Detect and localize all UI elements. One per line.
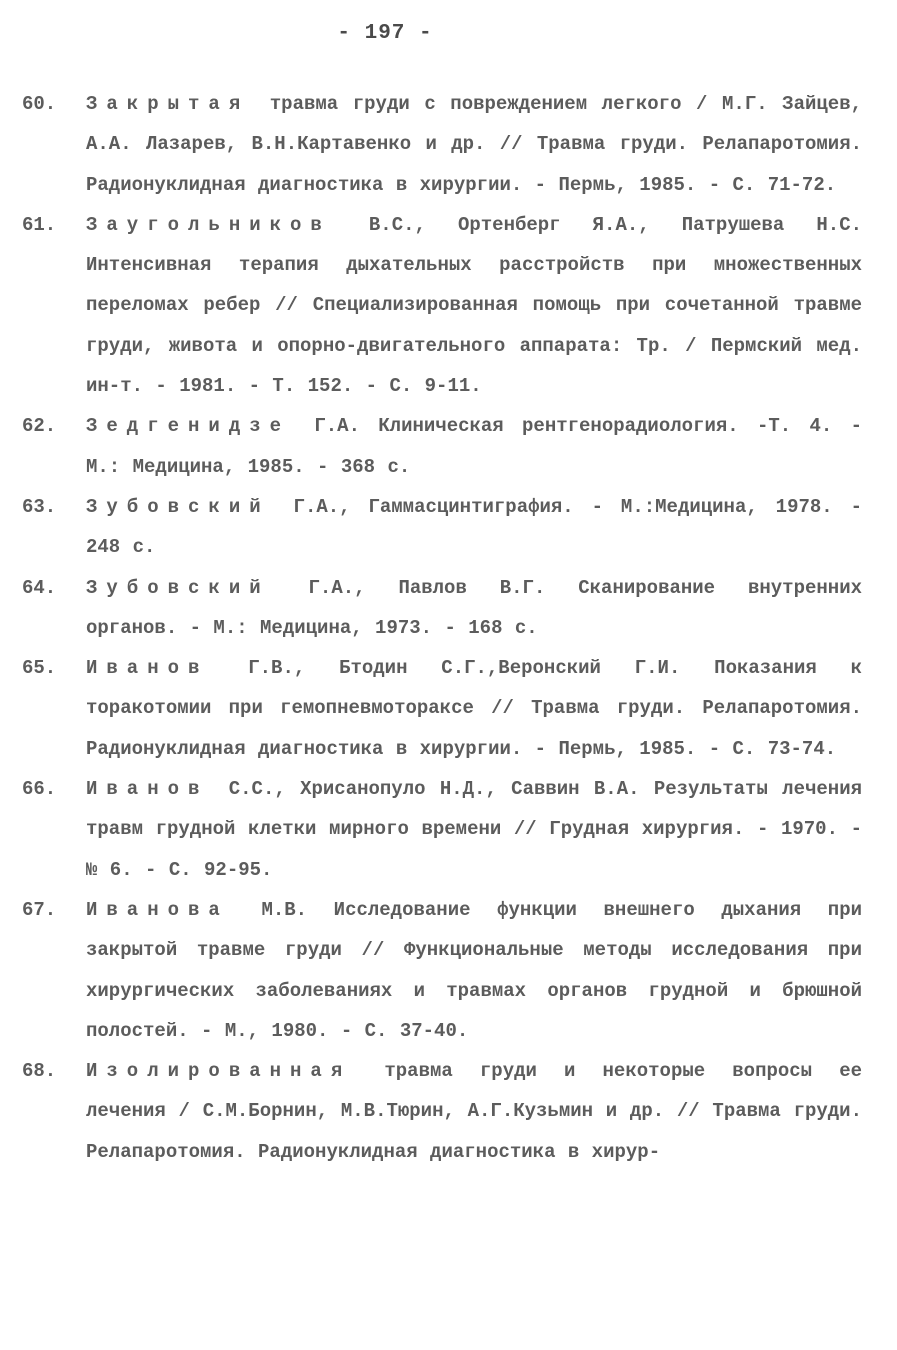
- entry-text: Г.А., Гаммасцинтиграфия. - М.:Медицина, 1978. - 248 с.: [86, 495, 862, 559]
- bibliography-entry: [22, 1051, 862, 1172]
- entry-number: 67.: [22, 898, 57, 921]
- bibliography-entry: [22, 648, 862, 769]
- entry-lead: Иванов: [86, 778, 209, 801]
- entry-text: Г.В., Бтодин С.Г.,Веронский Г.И. Показания к торакотомии при гемопневмотораксе // Травма груди. Релапаротомия. Радионуклидная диагностика в хирургии. - Пермь, 1985. - С. 73-74.: [86, 657, 863, 760]
- bibliography-entry: [22, 487, 862, 568]
- entry-number: 63.: [22, 495, 57, 518]
- entry-number: 65.: [22, 657, 57, 680]
- entry-lead: Изолированная: [86, 1060, 352, 1083]
- bibliography-entry: [22, 84, 862, 205]
- entry-number: 60.: [22, 93, 57, 115]
- entry-lead: Иванов: [86, 657, 209, 680]
- bibliography-entry: [22, 890, 862, 1051]
- entry-text: Г.А. Клиническая рентгенорадиология. -Т. 4. - М.: Медицина, 1985. - 368 с.: [86, 415, 863, 478]
- entry-number: 62.: [22, 415, 57, 438]
- bibliography-entry: [22, 406, 862, 487]
- entry-lead: Закрытая: [86, 93, 250, 115]
- entry-text: С.С., Хрисанопуло Н.Д., Саввин В.А. Результаты лечения травм грудной клетки мирного времени // Грудная хирургия. - 1970. - № 6. - С. 92-95.: [86, 778, 862, 881]
- page-number: - 197 -: [337, 22, 433, 45]
- entry-lead: Зедгенидзе: [86, 415, 291, 438]
- entry-lead: Заугольников: [86, 213, 331, 236]
- bibliography-entry: [22, 205, 862, 406]
- entry-text: М.В. Исследование функции внешнего дыхания при закрытой травме груди // Функциональные методы исследования при хирургических заболеваниях и травмах органов грудной и брюшной полостей. - М., 1980. - С. 37-40.: [86, 898, 862, 1042]
- entry-lead: Зубовский: [86, 576, 270, 599]
- entry-number: 61.: [22, 213, 57, 236]
- entry-number: 68.: [22, 1060, 57, 1083]
- bibliography-entry: [22, 568, 862, 649]
- entry-lead: Зубовский: [86, 495, 270, 518]
- entry-lead: Иванова: [86, 898, 229, 921]
- entry-text: Г.А., Павлов В.Г. Сканирование внутренних органов. - М.: Медицина, 1973. - 168 с.: [86, 576, 862, 639]
- bibliography-entry: [22, 769, 862, 890]
- entry-number: 64.: [22, 576, 57, 599]
- entry-text: В.С., Ортенберг Я.А., Патрушева Н.С. Интенсивная терапия дыхательных расстройств при множественных переломах ребер // Специализированная помощь при сочетанной травме груди, живота и опорно-двигательного аппарата: Тр. / Пермский мед. ин-т. - 1981. - Т. 152. - С. 9-11.: [86, 213, 862, 398]
- entry-text: травма груди с повреждением легкого / М.Г. Зайцев, А.А. Лазарев, В.Н.Картавенко и др. // Травма груди. Релапаротомия. Радионуклидная диагностика в хирургии. - Пермь, 1985. - С. 71-72.: [86, 93, 862, 196]
- bibliography-list: [22, 84, 862, 1172]
- entry-text: травма груди и некоторые вопросы ее лечения / С.М.Борнин, М.В.Тюрин, А.Г.Кузьмин и др. // Травма груди. Релапаротомия. Радионуклидная диагностика в хирур-: [86, 1060, 862, 1163]
- entry-number: 66.: [22, 778, 57, 801]
